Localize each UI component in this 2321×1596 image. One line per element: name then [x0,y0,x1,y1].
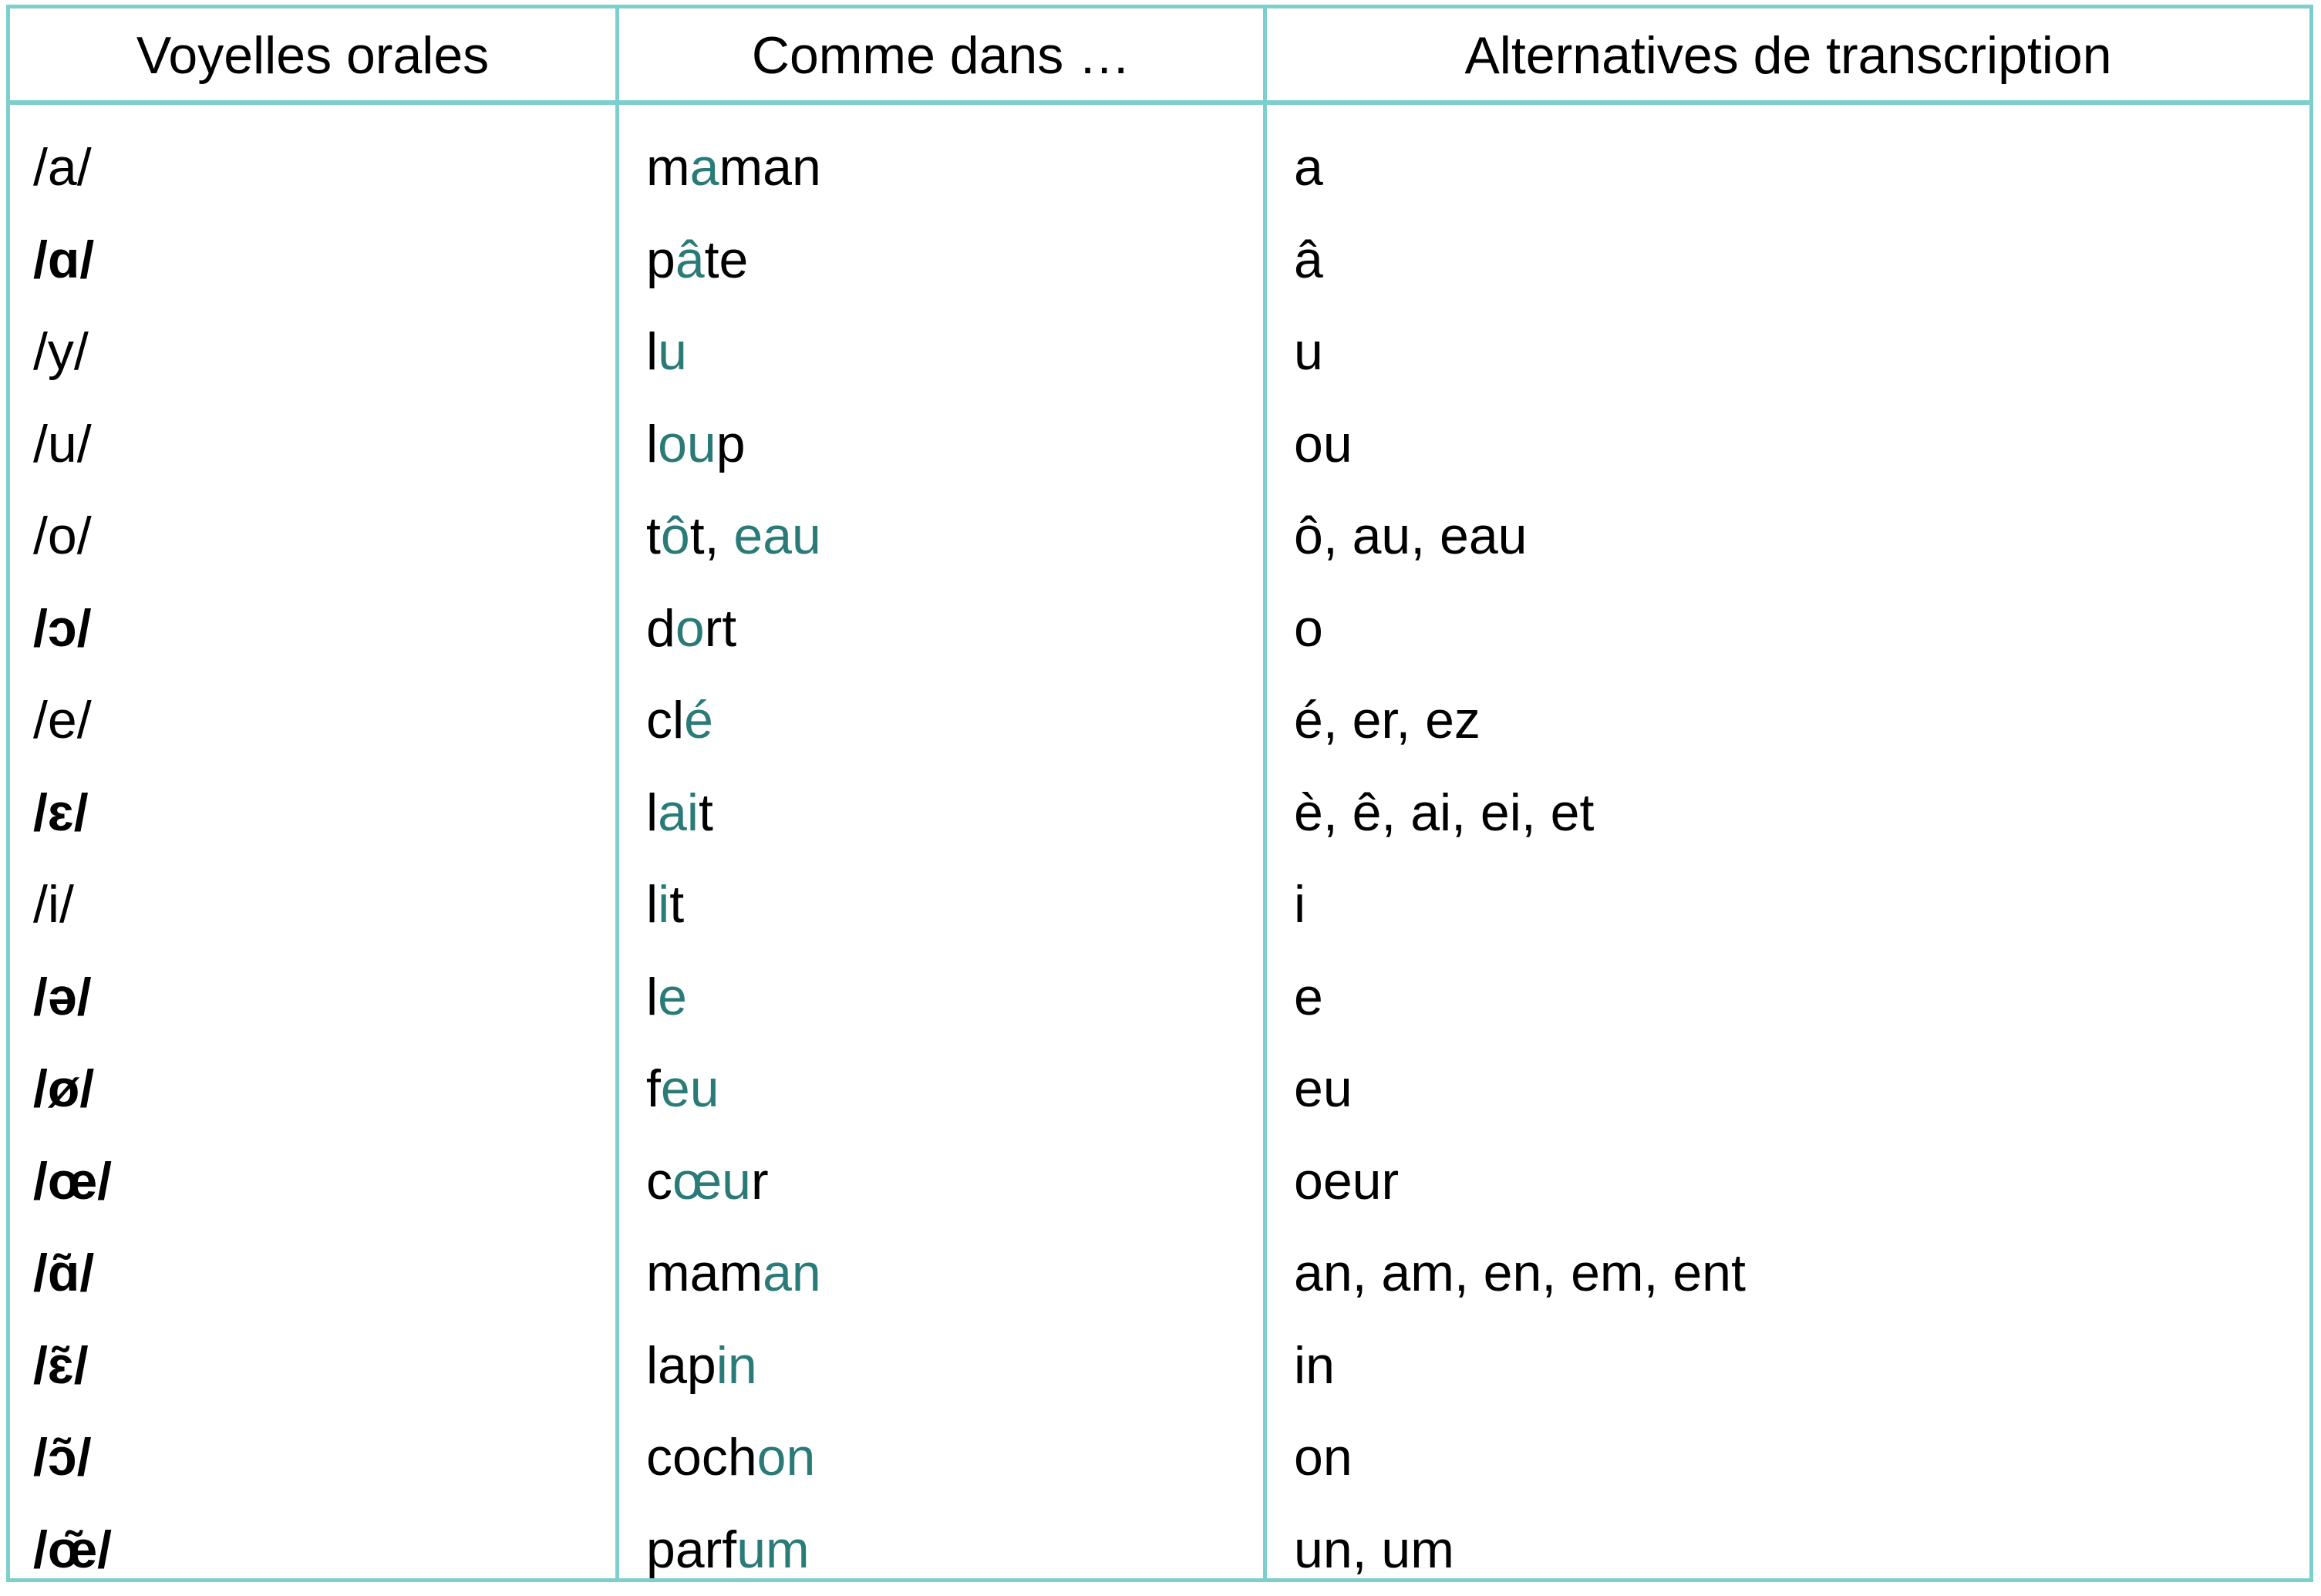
phoneme-cell: /œ̃/ [33,1504,112,1596]
table-row [0,399,2321,491]
alternatives-cell: un, um [1294,1504,1454,1596]
example-letters: t [669,875,684,934]
example-cell [646,675,713,767]
table-row [0,306,2321,399]
example-cell [646,951,687,1044]
alternatives-cell: oeur [1294,1136,1399,1228]
alternatives-cell: an, am, en, em, ent [1294,1227,1746,1320]
highlighted-letters: an [763,1244,821,1302]
example-letters: t [646,507,661,565]
table-row [0,1136,2321,1228]
table-row [0,767,2321,860]
table-row [0,675,2321,767]
highlighted-letters: ô [661,507,690,565]
phoneme-cell: /u/ [33,399,92,491]
highlighted-letters: o [675,599,705,658]
alternatives-cell: o [1294,583,1323,675]
highlighted-letters: eu [661,1059,719,1118]
alternatives-cell: ou [1294,399,1353,491]
example-letters: m [646,138,690,197]
highlighted-letters: e [658,968,687,1026]
alternatives-cell: é, er, ez [1294,675,1481,767]
phoneme-cell: /ɛ̃/ [33,1320,89,1412]
table-row [0,951,2321,1044]
phoneme-cell: /ɛ/ [33,767,89,860]
example-letters: l [646,968,658,1026]
example-letters: t, [690,507,734,565]
phoneme-cell: /ɔ̃/ [33,1412,92,1504]
example-cell [646,1136,769,1228]
table-row [0,1412,2321,1504]
example-letters: t [699,783,713,842]
table-row [0,122,2321,214]
example-cell [646,1227,821,1320]
alternatives-cell: on [1294,1412,1353,1504]
alternatives-cell: e [1294,951,1323,1044]
example-letters: p [716,415,746,473]
example-cell [646,767,713,860]
example-letters: l [646,783,658,842]
example-letters: d [646,599,675,658]
phoneme-cell: /ø/ [33,1043,94,1136]
example-letters: c [646,1152,672,1210]
header-voyelles-orales: Voyelles orales [10,5,615,100]
highlighted-letters: a [690,138,719,197]
example-cell [646,1043,719,1136]
example-letters: l [646,875,658,934]
example-cell [646,399,746,491]
example-letters: mam [646,1244,763,1302]
highlighted-letters: ai [658,783,699,842]
alternatives-cell: eu [1294,1043,1353,1136]
phoneme-cell: /ɔ/ [33,583,92,675]
example-cell [646,583,736,675]
example-letters: lap [646,1336,716,1395]
example-cell [646,122,821,214]
example-letters: rt [705,599,737,658]
table-body [0,122,2321,1596]
phoneme-cell: /a/ [33,122,92,214]
example-letters: te [705,231,749,289]
alternatives-cell: â [1294,214,1323,307]
example-cell [646,1412,815,1504]
header-alternatives: Alternatives de transcription [1267,5,2309,100]
header-comme-dans: Comme dans … [619,5,1263,100]
alternatives-cell: u [1294,306,1323,399]
highlighted-letters: œu [672,1152,751,1210]
table-row [0,1043,2321,1136]
alternatives-cell: in [1294,1320,1335,1412]
phoneme-cell: /ɑ/ [33,214,94,307]
example-cell [646,1320,757,1412]
example-cell [646,214,748,307]
highlighted-letters: i [658,875,669,934]
highlighted-letters: in [716,1336,757,1395]
example-letters: p [646,231,675,289]
phoneme-cell: /i/ [33,859,74,951]
alternatives-cell: i [1294,859,1305,951]
alternatives-cell: è, ê, ai, ei, et [1294,767,1594,860]
example-letters: cl [646,691,684,749]
example-cell [646,1504,810,1596]
example-cell [646,859,684,951]
highlighted-letters: um [736,1520,809,1579]
highlighted-letters: u [658,322,687,381]
header-divider [6,100,2313,105]
example-letters: parf [646,1520,736,1579]
example-cell [646,306,687,399]
alternatives-cell: ô, au, eau [1294,490,1527,583]
highlighted-letters: eau [733,507,820,565]
example-letters: man [719,138,820,197]
phoneme-cell: /ə/ [33,951,92,1044]
example-letters: coch [646,1428,757,1487]
example-cell [646,490,821,583]
phoneme-cell: /e/ [33,675,92,767]
example-letters: l [646,322,658,381]
highlighted-letters: ou [658,415,716,473]
highlighted-letters: é [684,691,713,749]
phoneme-cell: /o/ [33,490,92,583]
table-row [0,214,2321,307]
highlighted-letters: â [675,231,705,289]
example-letters: r [751,1152,769,1210]
table-row [0,1504,2321,1596]
alternatives-cell: a [1294,122,1323,214]
table-row [0,583,2321,675]
table-row [0,859,2321,951]
table-row [0,490,2321,583]
highlighted-letters: on [757,1428,816,1487]
table-row [0,1320,2321,1412]
phoneme-cell: /œ/ [33,1136,112,1228]
example-letters: l [646,415,658,473]
example-letters: f [646,1059,661,1118]
phoneme-cell: /ɑ̃/ [33,1227,94,1320]
phoneme-cell: /y/ [33,306,89,399]
table-row [0,1227,2321,1320]
